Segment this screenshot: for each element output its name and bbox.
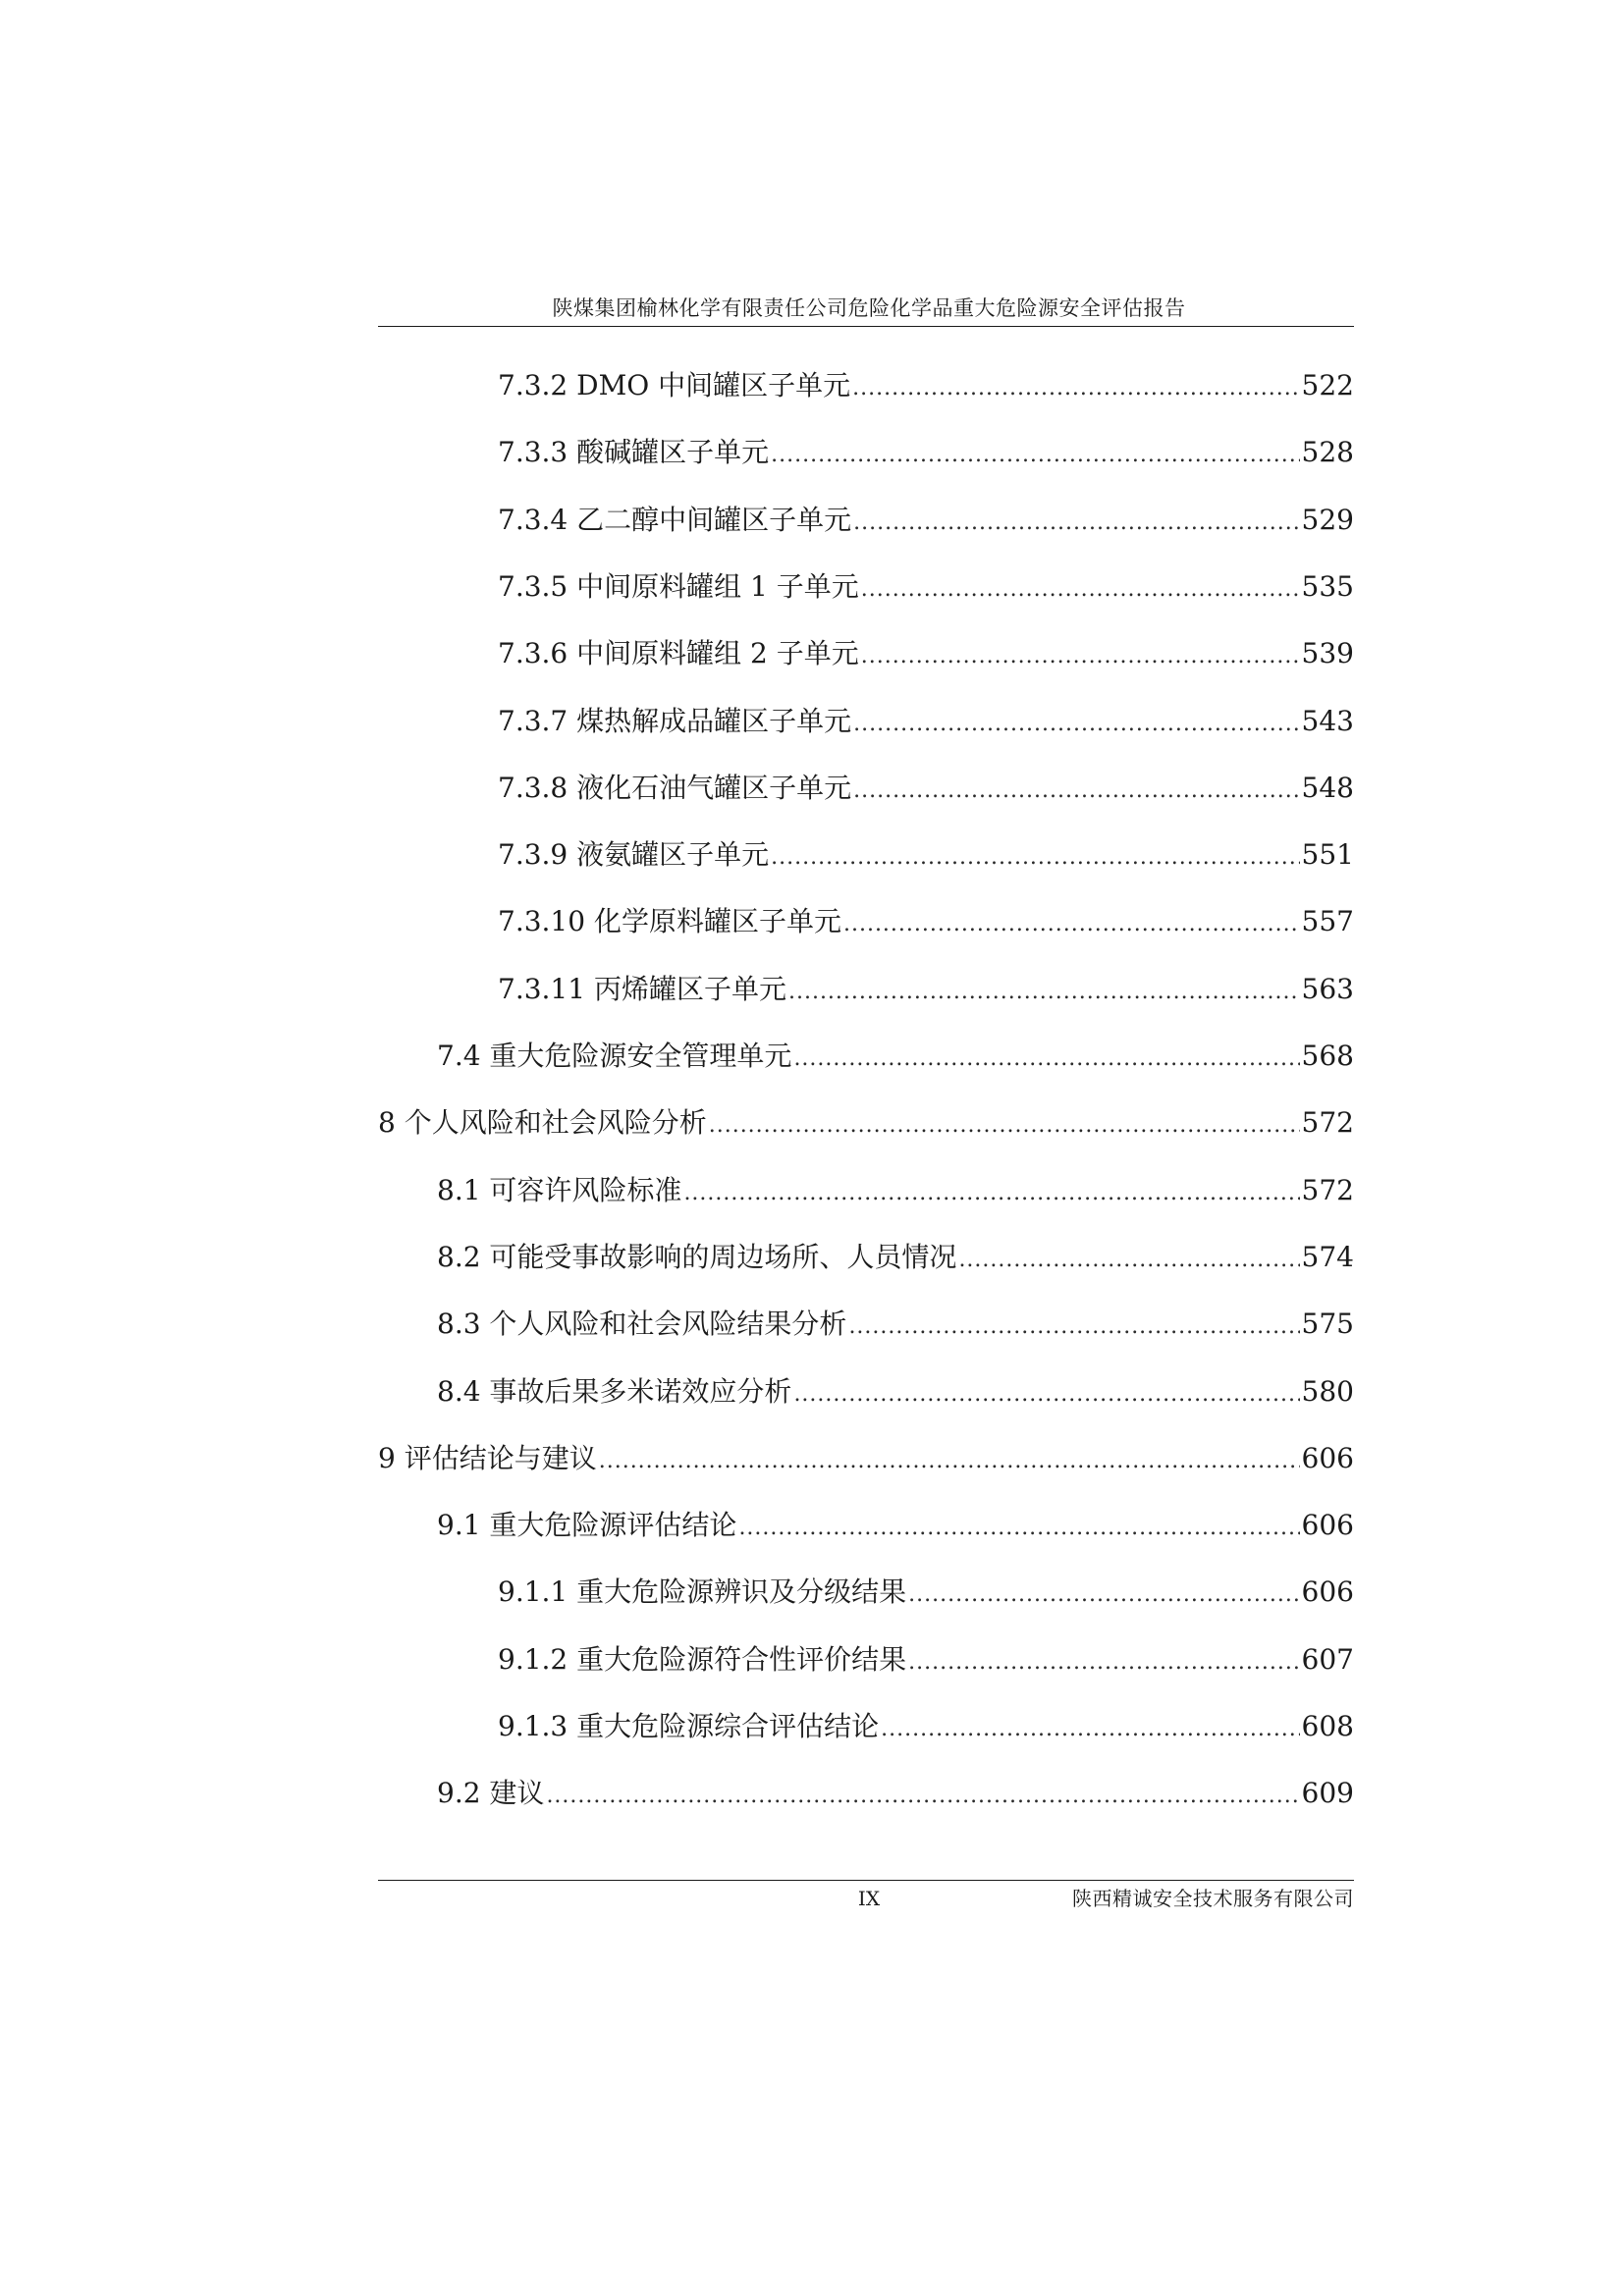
toc-entry[interactable] bbox=[498, 769, 1354, 808]
toc-dot-leader bbox=[771, 436, 1299, 475]
toc-dot-leader bbox=[861, 637, 1300, 676]
toc-entry-label: 9.1.3 重大危险源综合评估结论 bbox=[498, 1710, 880, 1742]
toc-entry-label: 7.3.2 DMO 中间罐区子单元 bbox=[498, 369, 851, 401]
toc-entry-page: 608 bbox=[1301, 1710, 1354, 1742]
toc-dot-leader bbox=[738, 1509, 1299, 1548]
toc-entry[interactable] bbox=[498, 433, 1354, 472]
toc-dot-leader bbox=[881, 1710, 1299, 1749]
toc-entry-label: 8.4 事故后果多米诺效应分析 bbox=[437, 1374, 792, 1408]
toc-entry[interactable] bbox=[437, 1171, 1354, 1210]
toc-entry-label: 8.1 可容许风险标准 bbox=[437, 1173, 682, 1206]
toc-entry-label: 9.1.1 重大危险源辨识及分级结果 bbox=[498, 1575, 907, 1609]
toc-entry-page: 609 bbox=[1301, 1777, 1354, 1810]
toc-entry[interactable] bbox=[437, 1305, 1354, 1344]
toc-entry[interactable] bbox=[498, 835, 1354, 875]
running-header-title: 陕煤集团榆林化学有限责任公司危险化学品重大危险源安全评估报告 bbox=[552, 296, 1186, 320]
toc-dot-leader bbox=[788, 973, 1300, 1012]
toc-entry-page: 551 bbox=[1301, 838, 1354, 872]
toc-entry-label: 7.3.6 中间原料罐组 2 子单元 bbox=[498, 637, 859, 670]
toc-entry-page: 529 bbox=[1301, 503, 1354, 536]
toc-entry[interactable] bbox=[498, 634, 1354, 673]
toc-entry-page: 574 bbox=[1301, 1240, 1354, 1273]
toc-entry-label: 9.1.2 重大危险源符合性评价结果 bbox=[498, 1642, 907, 1676]
toc-entry-page: 548 bbox=[1301, 771, 1354, 804]
toc-entry-label: 9.2 建议 bbox=[437, 1777, 545, 1810]
toc-entry-page: 580 bbox=[1301, 1374, 1354, 1408]
toc-entry[interactable] bbox=[437, 1372, 1354, 1412]
toc-entry[interactable] bbox=[498, 567, 1354, 607]
toc-entry-label: 7.3.7 煤热解成品罐区子单元 bbox=[498, 704, 852, 737]
toc-dot-leader bbox=[848, 1308, 1299, 1347]
toc-entry-label: 7.3.11 丙烯罐区子单元 bbox=[498, 972, 786, 1005]
page-number: IX bbox=[857, 1887, 881, 1910]
toc-dot-leader bbox=[793, 1375, 1299, 1415]
toc-entry-label: 8.2 可能受事故影响的周边场所、人员情况 bbox=[437, 1240, 957, 1273]
toc-dot-leader bbox=[771, 838, 1299, 878]
toc-entry-page: 539 bbox=[1301, 637, 1354, 670]
toc-dot-leader bbox=[793, 1040, 1299, 1079]
toc-entry[interactable] bbox=[498, 501, 1354, 540]
toc-entry-label: 7.3.3 酸碱罐区子单元 bbox=[498, 436, 770, 469]
toc-entry-page: 557 bbox=[1301, 905, 1354, 938]
toc-entry[interactable] bbox=[437, 1774, 1354, 1813]
toc-entry[interactable] bbox=[437, 1238, 1354, 1277]
toc-entry-page: 572 bbox=[1301, 1106, 1354, 1140]
toc-entry[interactable] bbox=[498, 1640, 1354, 1680]
toc-dot-leader bbox=[853, 504, 1299, 543]
toc-entry-label: 7.3.8 液化石油气罐区子单元 bbox=[498, 771, 852, 804]
toc-dot-leader bbox=[908, 1575, 1299, 1615]
toc-entry-page: 563 bbox=[1301, 972, 1354, 1005]
toc-entry-label: 7.3.4 乙二醇中间罐区子单元 bbox=[498, 503, 852, 536]
footer-company-name: 陕西精诚安全技术服务有限公司 bbox=[1072, 1887, 1354, 1910]
toc-entry-label: 7.3.9 液氨罐区子单元 bbox=[498, 838, 770, 872]
toc-entry-page: 607 bbox=[1301, 1642, 1354, 1676]
toc-entry-label: 7.3.10 化学原料罐区子单元 bbox=[498, 905, 841, 938]
toc-entry[interactable] bbox=[437, 1037, 1354, 1076]
toc-entry[interactable] bbox=[498, 702, 1354, 741]
toc-entry[interactable] bbox=[378, 1103, 1354, 1143]
footer-divider bbox=[378, 1880, 1354, 1881]
toc-entry-page: 606 bbox=[1301, 1575, 1354, 1609]
toc-dot-leader bbox=[709, 1106, 1300, 1146]
toc-entry-page: 568 bbox=[1301, 1040, 1354, 1072]
toc-dot-leader bbox=[683, 1174, 1299, 1213]
toc-dot-leader bbox=[852, 369, 1299, 408]
toc-entry-page: 606 bbox=[1301, 1441, 1354, 1474]
toc-entry-page: 522 bbox=[1301, 369, 1354, 401]
toc-entry[interactable] bbox=[498, 902, 1354, 941]
toc-entry[interactable] bbox=[498, 1573, 1354, 1612]
toc-dot-leader bbox=[599, 1442, 1300, 1481]
toc-entry-label: 9 评估结论与建议 bbox=[378, 1441, 597, 1474]
toc-entry[interactable] bbox=[498, 366, 1354, 405]
toc-entry-page: 543 bbox=[1301, 704, 1354, 737]
toc-entry-label: 8.3 个人风险和社会风险结果分析 bbox=[437, 1308, 847, 1341]
toc-entry-label: 9.1 重大危险源评估结论 bbox=[437, 1509, 737, 1542]
toc-entry-page: 606 bbox=[1301, 1509, 1354, 1542]
toc-dot-leader bbox=[853, 772, 1299, 811]
toc-entry-page: 528 bbox=[1301, 436, 1354, 469]
toc-dot-leader bbox=[958, 1241, 1299, 1280]
toc-dot-leader bbox=[908, 1643, 1299, 1682]
toc-entry[interactable] bbox=[378, 1439, 1354, 1478]
toc-entry[interactable] bbox=[498, 1707, 1354, 1746]
toc-entry-page: 572 bbox=[1301, 1173, 1354, 1206]
toc-entry-label: 7.3.5 中间原料罐组 1 子单元 bbox=[498, 569, 859, 603]
toc-entry-page: 575 bbox=[1301, 1308, 1354, 1341]
toc-dot-leader bbox=[546, 1777, 1299, 1816]
toc-entry-page: 535 bbox=[1301, 569, 1354, 603]
toc-entry[interactable] bbox=[498, 970, 1354, 1009]
toc-dot-leader bbox=[853, 705, 1299, 744]
toc-entry-label: 7.4 重大危险源安全管理单元 bbox=[437, 1040, 792, 1072]
toc-dot-leader bbox=[843, 905, 1300, 944]
toc-entry-label: 8 个人风险和社会风险分析 bbox=[378, 1106, 707, 1140]
toc-entry[interactable] bbox=[437, 1506, 1354, 1545]
toc-dot-leader bbox=[861, 570, 1300, 610]
